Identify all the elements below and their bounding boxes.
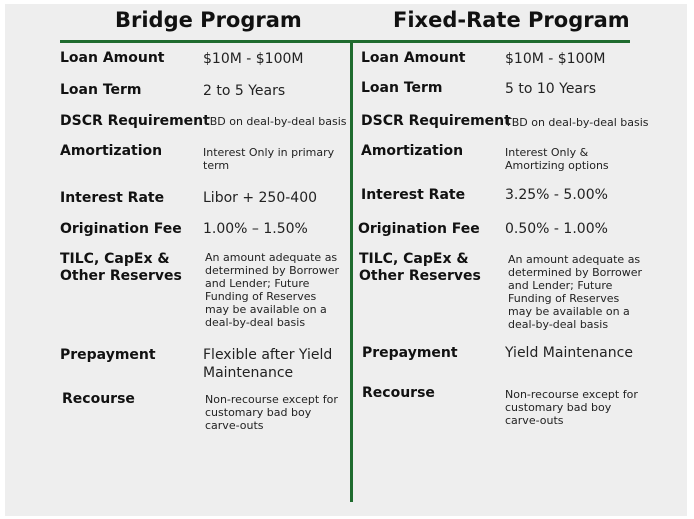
fixed-amortization-label: Amortization: [361, 143, 464, 159]
bridge-loan-term-value: 2 to 5 Years: [203, 83, 286, 99]
fixed-prepayment-value: Yield Maintenance: [505, 345, 633, 361]
fixed-dscr-label: DSCR Requirement: [361, 113, 511, 129]
bridge-reserves-value: An amount adequate as determined by Borrower and Lender; Future Funding of Reserves may be available on a deal-by-deal basis: [205, 251, 340, 329]
fixed-dscr-value: TBD on deal-by-deal basis: [505, 116, 649, 129]
fixed-recourse-label: Recourse: [362, 385, 435, 401]
fixed-origination-fee-label: Origination Fee: [358, 221, 480, 237]
fixed-loan-term-value: 5 to 10 Years: [505, 81, 597, 97]
bridge-amortization-value: Interest Only in primary term: [203, 146, 335, 172]
fixed-origination-fee-value: 0.50% - 1.00%: [505, 221, 608, 237]
fixed-amortization-value: Interest Only & Amortizing options: [505, 146, 609, 172]
bridge-recourse-value: Non-recourse except for customary bad boy carve-outs: [205, 393, 338, 432]
bridge-recourse-label: Recourse: [62, 391, 135, 407]
fixed-loan-term-label: Loan Term: [361, 80, 443, 96]
fixed-loan-amount-label: Loan Amount: [361, 50, 466, 66]
bridge-prepayment-label: Prepayment: [60, 347, 156, 363]
fixed-interest-rate-label: Interest Rate: [361, 187, 466, 203]
fixed-interest-rate-value: 3.25% - 5.00%: [505, 187, 608, 203]
bridge-interest-rate-label: Interest Rate: [60, 190, 165, 206]
bridge-prepayment-value: Flexible after Yield Maintenance: [203, 347, 333, 381]
bridge-origination-fee-label: Origination Fee: [60, 221, 182, 237]
fixed-prepayment-label: Prepayment: [362, 345, 458, 361]
fixed-rate-program-heading: Fixed-Rate Program: [393, 8, 630, 32]
header-divider: [60, 40, 630, 43]
bridge-amortization-label: Amortization: [60, 143, 163, 159]
bridge-origination-fee-value: 1.00% – 1.50%: [203, 221, 308, 237]
fixed-recourse-value: Non-recourse except for customary bad boy carve-outs: [505, 388, 638, 427]
bridge-dscr-label: DSCR Requirement: [60, 113, 210, 129]
bridge-loan-term-label: Loan Term: [60, 82, 142, 98]
bridge-dscr-value: TBD on deal-by-deal basis: [203, 115, 347, 128]
bridge-loan-amount-label: Loan Amount: [60, 50, 165, 66]
fixed-loan-amount-value: $10M - $100M: [505, 51, 606, 67]
bridge-loan-amount-value: $10M - $100M: [203, 51, 304, 67]
fixed-reserves-value: An amount adequate as determined by Borrower and Lender; Future Funding of Reserves may be available on a deal-by-deal basis: [508, 253, 643, 331]
bridge-program-heading: Bridge Program: [115, 8, 302, 32]
bridge-reserves-label: TILC, CapEx & Other Reserves: [60, 251, 182, 284]
bridge-interest-rate-value: Libor + 250-400: [203, 190, 318, 206]
column-divider: [350, 42, 353, 502]
fixed-reserves-label: TILC, CapEx & Other Reserves: [359, 251, 481, 284]
